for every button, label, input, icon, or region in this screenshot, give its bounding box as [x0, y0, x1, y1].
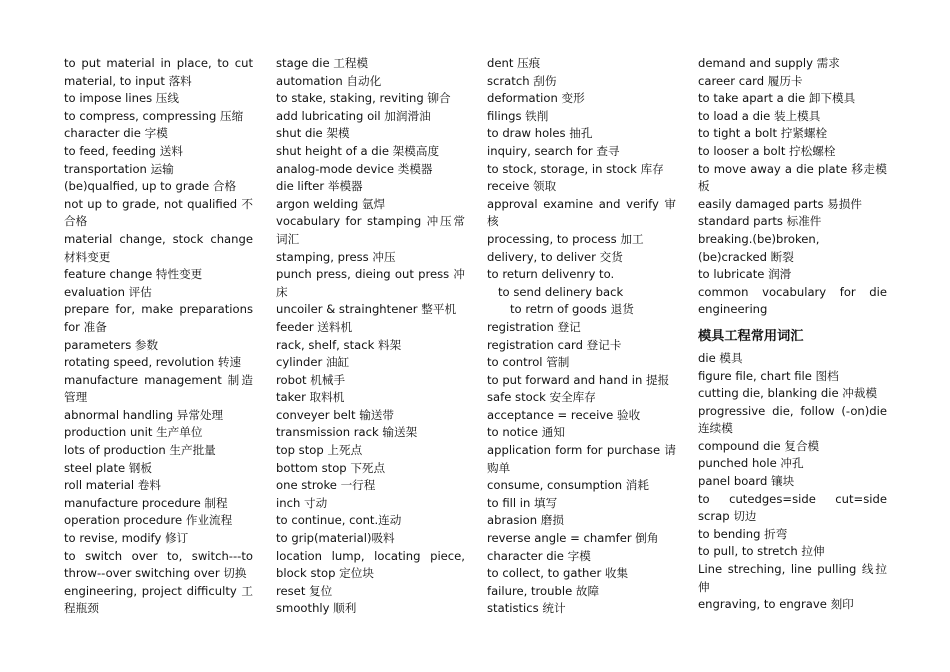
vocab-entry: to control 管制: [487, 355, 570, 370]
vocab-entry: to take apart a die 卸下模具: [698, 91, 856, 106]
vocab-entry: character die 字模: [487, 548, 591, 563]
vocab-entry: evaluation 评估: [64, 284, 152, 299]
vocab-entry: figure file, chart file 图档: [698, 368, 839, 383]
column-1: [64, 55, 253, 618]
vocab-entry: stamping, press 冲压: [276, 249, 396, 264]
vocab-entry: punched hole 冲孔: [698, 456, 804, 471]
vocab-entry: reverse angle = chamfer 倒角: [487, 531, 659, 546]
vocab-entry: to bending 折弯: [698, 526, 788, 541]
vocab-entry: to draw holes 抽孔: [487, 126, 593, 141]
vocab-entry: engineering, project difficulty 工程瓶颈: [64, 583, 253, 616]
vocab-entry: to retrn of goods 退货: [510, 302, 634, 317]
vocab-entry: engraving, to engrave 刻印: [698, 597, 854, 612]
vocab-entry: abrasion 磨损: [487, 513, 564, 528]
column-2: [276, 55, 465, 618]
vocab-entry: panel board 镶块: [698, 474, 795, 489]
vocab-entry: conveyer belt 输送带: [276, 407, 394, 422]
vocab-entry: add lubricating oil 加润滑油: [276, 108, 431, 123]
vocab-entry: (be)qualfied, up to grade 合格: [64, 179, 237, 194]
vocab-entry: argon welding 氩焊: [276, 196, 386, 211]
vocab-entry: transportation 运输: [64, 161, 174, 176]
vocab-entry: bottom stop 下死点: [276, 460, 386, 475]
vocab-entry: manufacture procedure 制程: [64, 495, 228, 510]
vocab-entry: to compress, compressing 压缩: [64, 108, 244, 123]
vocab-entry: to cutedges=side cut=side scrap 切边: [698, 491, 887, 524]
vocab-entry: processing, to process 加工: [487, 231, 644, 246]
vocab-entry: automation 自动化: [276, 73, 382, 88]
vocab-entry: failure, trouble 故障: [487, 583, 600, 598]
vocab-entry: taker 取料机: [276, 390, 345, 405]
vocab-entry: to revise, modify 修订: [64, 531, 189, 546]
vocab-entry: smoothly 顺利: [276, 601, 357, 616]
vocab-entry: demand and supply 需求: [698, 56, 840, 70]
vocab-entry: easily damaged parts 易损件: [698, 196, 862, 211]
vocab-entry: character die 字模: [64, 126, 168, 141]
vocab-entry: to put forward and hand in 提报: [487, 372, 670, 387]
vocab-entry: abnormal handling 异常处理: [64, 407, 224, 422]
column-4: [698, 55, 887, 614]
vocab-entry: manufacture management 制造管理: [64, 372, 253, 405]
vocab-entry: feature change 特性变更: [64, 267, 203, 282]
vocab-entry: operation procedure 作业流程: [64, 513, 233, 528]
vocab-entry: approval examine and verify 审核: [487, 196, 676, 229]
vocab-entry: cutting die, blanking die 冲裁模: [698, 386, 878, 401]
vocab-entry: feeder 送料机: [276, 319, 353, 334]
vocab-entry: parameters 参数: [64, 337, 159, 352]
vocab-entry: delivery, to deliver 交货: [487, 249, 623, 264]
vocab-entry: deformation 变形: [487, 91, 585, 106]
vocab-entry: to collect, to gather 收集: [487, 566, 629, 581]
vocab-entry: transmission rack 输送架: [276, 425, 418, 440]
vocab-entry: to stock, storage, in stock 库存: [487, 161, 664, 176]
vocab-entry: shut height of a die 架模高度: [276, 143, 440, 158]
vocab-entry: rack, shelf, stack 料架: [276, 337, 402, 352]
vocab-entry: to move away a die plate 移走模板: [698, 161, 887, 194]
vocab-entry: cylinder 油缸: [276, 355, 350, 370]
vocab-entry: to switch over to, switch---to throw--over switching over 切换: [64, 548, 253, 581]
vocab-entry: robot 机械手: [276, 372, 346, 387]
vocab-entry: application form for purchase 请购单: [487, 443, 676, 475]
vocab-entry: filings 铁削: [487, 108, 549, 123]
vocab-entry: compound die 复合模: [698, 438, 820, 453]
vocab-entry: punch press, dieing out press 冲床: [276, 267, 465, 299]
vocab-entry: safe stock 安全库存: [487, 390, 596, 405]
vocab-entry: analog-mode device 类模器: [276, 161, 433, 176]
vocab-entry: to tight a bolt 拧紧螺栓: [698, 126, 828, 141]
vocab-entry: to pull, to stretch 拉伸: [698, 544, 825, 559]
vocab-entry: uncoiler & strainghtener 整平机: [276, 302, 457, 317]
section-heading: 模具工程常用词汇: [698, 328, 804, 344]
vocab-entry: steel plate 钢板: [64, 460, 152, 475]
vocab-entry: lots of production 生产批量: [64, 443, 216, 458]
vocab-entry: material change, stock change 材料变更: [64, 231, 253, 264]
vocab-entry: dent 压痕: [487, 56, 541, 70]
vocab-entry: rotating speed, revolution 转速: [64, 355, 242, 370]
vocab-entry: to put material in place, to cut material, to input 落料: [64, 56, 253, 88]
vocab-entry: Line streching, line pulling 线拉伸: [698, 562, 887, 594]
vocab-entry: breaking.(be)broken, (be)cracked 断裂: [698, 231, 820, 264]
vocab-entry: to return delivenry to.: [487, 267, 615, 282]
vocab-entry: stage die 工程模: [276, 56, 369, 70]
vocab-entry: shut die 架模: [276, 126, 350, 141]
vocab-entry: inquiry, search for 查寻: [487, 143, 620, 158]
vocab-entry: consume, consumption 消耗: [487, 478, 649, 493]
vocab-entry: to grip(material)吸料: [276, 531, 395, 546]
vocab-entry: location lump, locating piece, block stop 定位块: [276, 548, 465, 581]
vocab-entry: prepare for, make preparations for 准备: [64, 302, 253, 334]
vocab-entry: die 模具: [698, 350, 743, 365]
vocab-entry: common vocabulary for die engineering: [698, 284, 887, 317]
vocab-entry: vocabulary for stamping 冲压常词汇: [276, 214, 465, 246]
vocab-entry: registration 登记: [487, 319, 581, 334]
vocab-entry: to send delinery back: [498, 284, 624, 299]
vocab-entry: reset 复位: [276, 583, 333, 598]
vocab-entry: one stroke 一行程: [276, 478, 376, 493]
vocab-entry: inch 寸动: [276, 495, 328, 510]
vocab-entry: to fill in 填写: [487, 495, 558, 510]
vocab-entry: scratch 刮伤: [487, 73, 557, 88]
vocab-entry: to feed, feeding 送料: [64, 143, 183, 158]
vocab-entry: career card 履历卡: [698, 73, 803, 88]
vocab-entry: standard parts 标准件: [698, 214, 822, 229]
vocab-entry: registration card 登记卡: [487, 337, 622, 352]
column-3: [487, 55, 676, 618]
vocab-entry: to looser a bolt 拧松螺栓: [698, 143, 836, 158]
vocab-entry: roll material 卷料: [64, 478, 161, 493]
vocab-entry: statistics 统计: [487, 601, 566, 616]
vocab-entry: to impose lines 压线: [64, 91, 179, 106]
vocab-entry: not up to grade, not qualified 不合格: [64, 196, 253, 229]
vocab-entry: top stop 上死点: [276, 443, 363, 458]
vocab-entry: to continue, cont.连动: [276, 513, 402, 528]
vocab-entry: progressive die, follow (-on)die 连续模: [698, 403, 887, 436]
vocab-entry: die lifter 举模器: [276, 179, 363, 194]
vocab-entry: acceptance = receive 验收: [487, 407, 641, 422]
vocab-entry: production unit 生产单位: [64, 425, 203, 440]
vocab-entry: to load a die 装上模具: [698, 108, 821, 123]
vocab-entry: receive 领取: [487, 179, 557, 194]
vocab-entry: to notice 通知: [487, 425, 565, 440]
vocab-entry: to stake, staking, reviting 铆合: [276, 91, 451, 106]
vocab-entry: to lubricate 润滑: [698, 267, 792, 282]
